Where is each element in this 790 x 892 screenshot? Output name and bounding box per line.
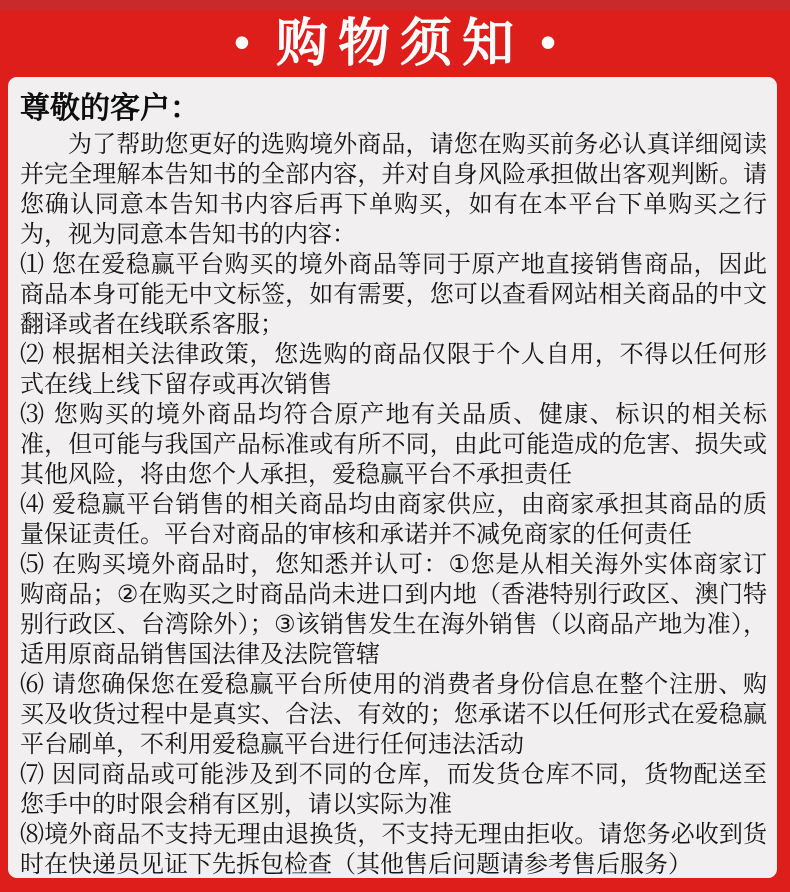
notice-item-2: ⑵ 根据相关法律政策，您选购的商品仅限于个人自用，不得以任何形式在线上线下留存或再次销售: [20, 341, 767, 398]
notice-item-8: ⑻境外商品不支持无理由退换货，不支持无理由拒收。请您务必收到货时在快递员见证下先拆包检查（其他售后问题请参考售后服务）: [20, 821, 767, 878]
notice-item-4: ⑷ 爱稳赢平台销售的相关商品均由商家供应，由商家承担其商品的质量保证责任。平台对商品的审核和承诺并不减免商家的任何责任: [20, 491, 767, 548]
notice-item-5: ⑸ 在购买境外商品时，您知悉并认可：①您是从相关海外实体商家订购商品；②在购买之时商品尚未进口到内地（香港特别行政区、澳门特别行政区、台湾除外）；③该销售发生在海外销售（以商品产地为准），适用原商品销售国法律及法院管辖: [20, 551, 767, 668]
intro-paragraph: 为了帮助您更好的选购境外商品，请您在购买前务必认真详细阅读并完全理解本告知书的全部内容，并对自身风险承担做出客观判断。请您确认同意本告知书内容后再下单购买，如有在本平台下单购买之行为，视为同意本告知书的内容：: [20, 131, 767, 248]
salutation: 尊敬的客户：: [20, 92, 200, 125]
top-accent-bar: [0, 0, 790, 10]
notice-item-3: ⑶ 您购买的境外商品均符合原产地有关品质、健康、标识的相关标准，但可能与我国产品标准或有所不同，由此可能造成的危害、损失或其他风险，将由您个人承担，爱稳赢平台不承担责任: [20, 401, 767, 488]
notice-card: [8, 77, 777, 878]
notice-body: [20, 130, 767, 880]
title-dot-right-icon: •: [540, 15, 557, 68]
page-title: 购物须知: [275, 14, 524, 73]
notice-item-1: ⑴ 您在爱稳赢平台购买的境外商品等同于原产地直接销售商品，因此商品本身可能无中文标签，如有需要，您可以查看网站相关商品的中文翻译或者在线联系客服；: [20, 251, 767, 338]
notice-item-7: ⑺ 因同商品或可能涉及到不同的仓库，而发货仓库不同，货物配送至您手中的时限会稍有区别，请以实际为准: [20, 761, 767, 818]
notice-item-6: ⑹ 请您确保您在爱稳赢平台所使用的消费者身份信息在整个注册、购买及收货过程中是真实、合法、有效的；您承诺不以任何形式在爱稳赢平台刷单，不利用爱稳赢平台进行任何违法活动: [20, 671, 767, 758]
title-dot-left-icon: •: [233, 15, 250, 68]
page-header: [0, 10, 790, 77]
